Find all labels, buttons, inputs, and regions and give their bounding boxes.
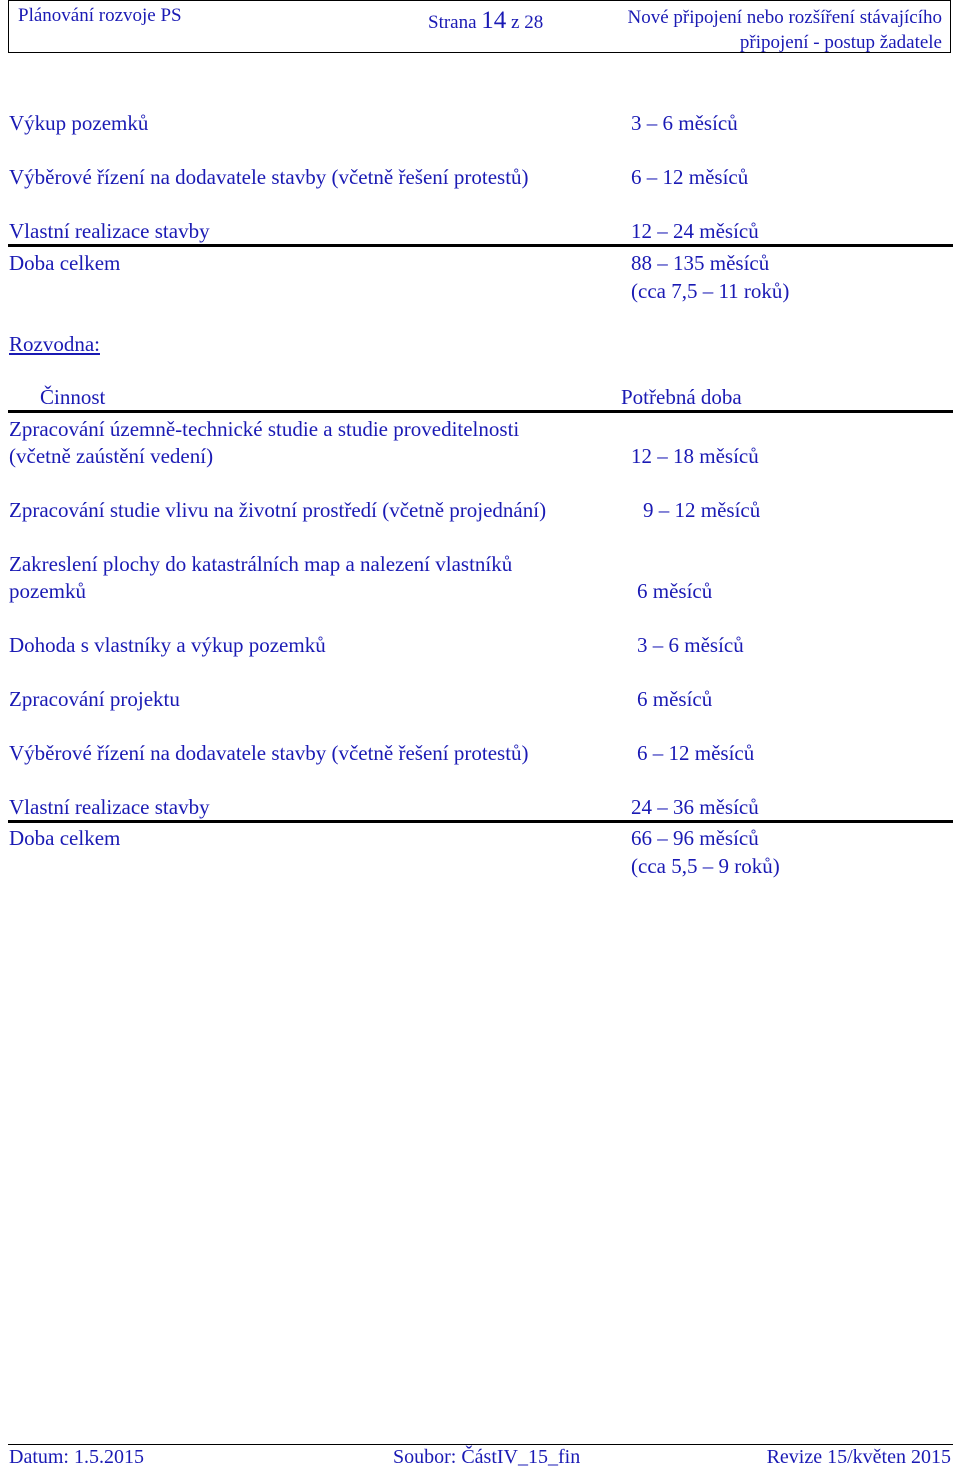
table-row-activity: Zpracování studie vlivu na životní prostředí (včetně projednání) <box>9 498 547 522</box>
page-current: 14 <box>481 7 507 34</box>
page-header <box>8 0 951 53</box>
header-page-number <box>428 7 543 35</box>
footer-file: Soubor: ČástIV_15_fin <box>393 1446 581 1468</box>
table-row-activity-cont: pozemků <box>9 579 86 603</box>
header-chapter-title <box>628 5 942 55</box>
table-row-duration: 9 – 12 měsíců <box>643 498 761 522</box>
table-row-activity-cont: (včetně zaústění vedení) <box>9 444 214 468</box>
top-row-duration: 3 – 6 měsíců <box>631 111 738 135</box>
table-row-activity: Zakreslení plochy do katastrálních map a nalezení vlastníků <box>9 552 513 576</box>
page-total: 28 <box>524 12 544 33</box>
total-divider <box>8 244 953 247</box>
table-row-activity: Dohoda s vlastníky a výkup pozemků <box>9 633 326 657</box>
footer-revision: Revize 15/květen 2015 <box>766 1446 951 1468</box>
table-row-duration: 6 měsíců <box>637 579 713 603</box>
top-row-duration: 12 – 24 měsíců <box>631 219 759 243</box>
table-row-duration: 12 – 18 měsíců <box>631 444 759 468</box>
table-row-activity: Vlastní realizace stavby <box>9 795 210 819</box>
total-label: Doba celkem <box>9 826 121 850</box>
table-row-duration: 6 měsíců <box>637 687 713 711</box>
header-divider <box>8 410 953 413</box>
top-row-activity: Výběrové řízení na dodavatele stavby (včetně řešení protestů) <box>9 165 529 189</box>
header-chapter-line1: Nové připojení nebo rozšíření stávajícího <box>627 7 942 28</box>
header-chapter-line2: připojení - postup žadatele <box>739 32 942 53</box>
top-row-activity: Výkup pozemků <box>9 111 149 135</box>
table-row-activity: Zpracování projektu <box>9 687 180 711</box>
page-prefix: Strana <box>428 12 477 33</box>
top-row-activity: Vlastní realizace stavby <box>9 219 210 243</box>
total-divider <box>8 820 953 823</box>
top-total-years: (cca 7,5 – 11 roků) <box>631 279 790 303</box>
top-total-duration: 88 – 135 měsíců <box>631 251 770 275</box>
column-header-activity: Činnost <box>40 385 106 409</box>
table-row-duration: 24 – 36 měsíců <box>631 795 759 819</box>
top-row-duration: 6 – 12 měsíců <box>631 165 749 189</box>
table-row-activity: Zpracování územně-technické studie a studie proveditelnosti <box>9 417 520 441</box>
section-title: Rozvodna: <box>9 332 100 356</box>
header-document-title: Plánování rozvoje PS <box>18 5 182 26</box>
table-row-activity: Výběrové řízení na dodavatele stavby (včetně řešení protestů) <box>9 741 529 765</box>
column-header-duration: Potřebná doba <box>621 385 742 409</box>
table-row-duration: 6 – 12 měsíců <box>637 741 755 765</box>
page-separator: z <box>511 12 520 33</box>
table-row-duration: 3 – 6 měsíců <box>637 633 744 657</box>
footer-date: Datum: 1.5.2015 <box>9 1446 144 1468</box>
footer-divider <box>8 1444 953 1445</box>
total-duration: 66 – 96 měsíců <box>631 826 759 850</box>
total-years: (cca 5,5 – 9 roků) <box>631 854 780 878</box>
top-total-label: Doba celkem <box>9 251 121 275</box>
